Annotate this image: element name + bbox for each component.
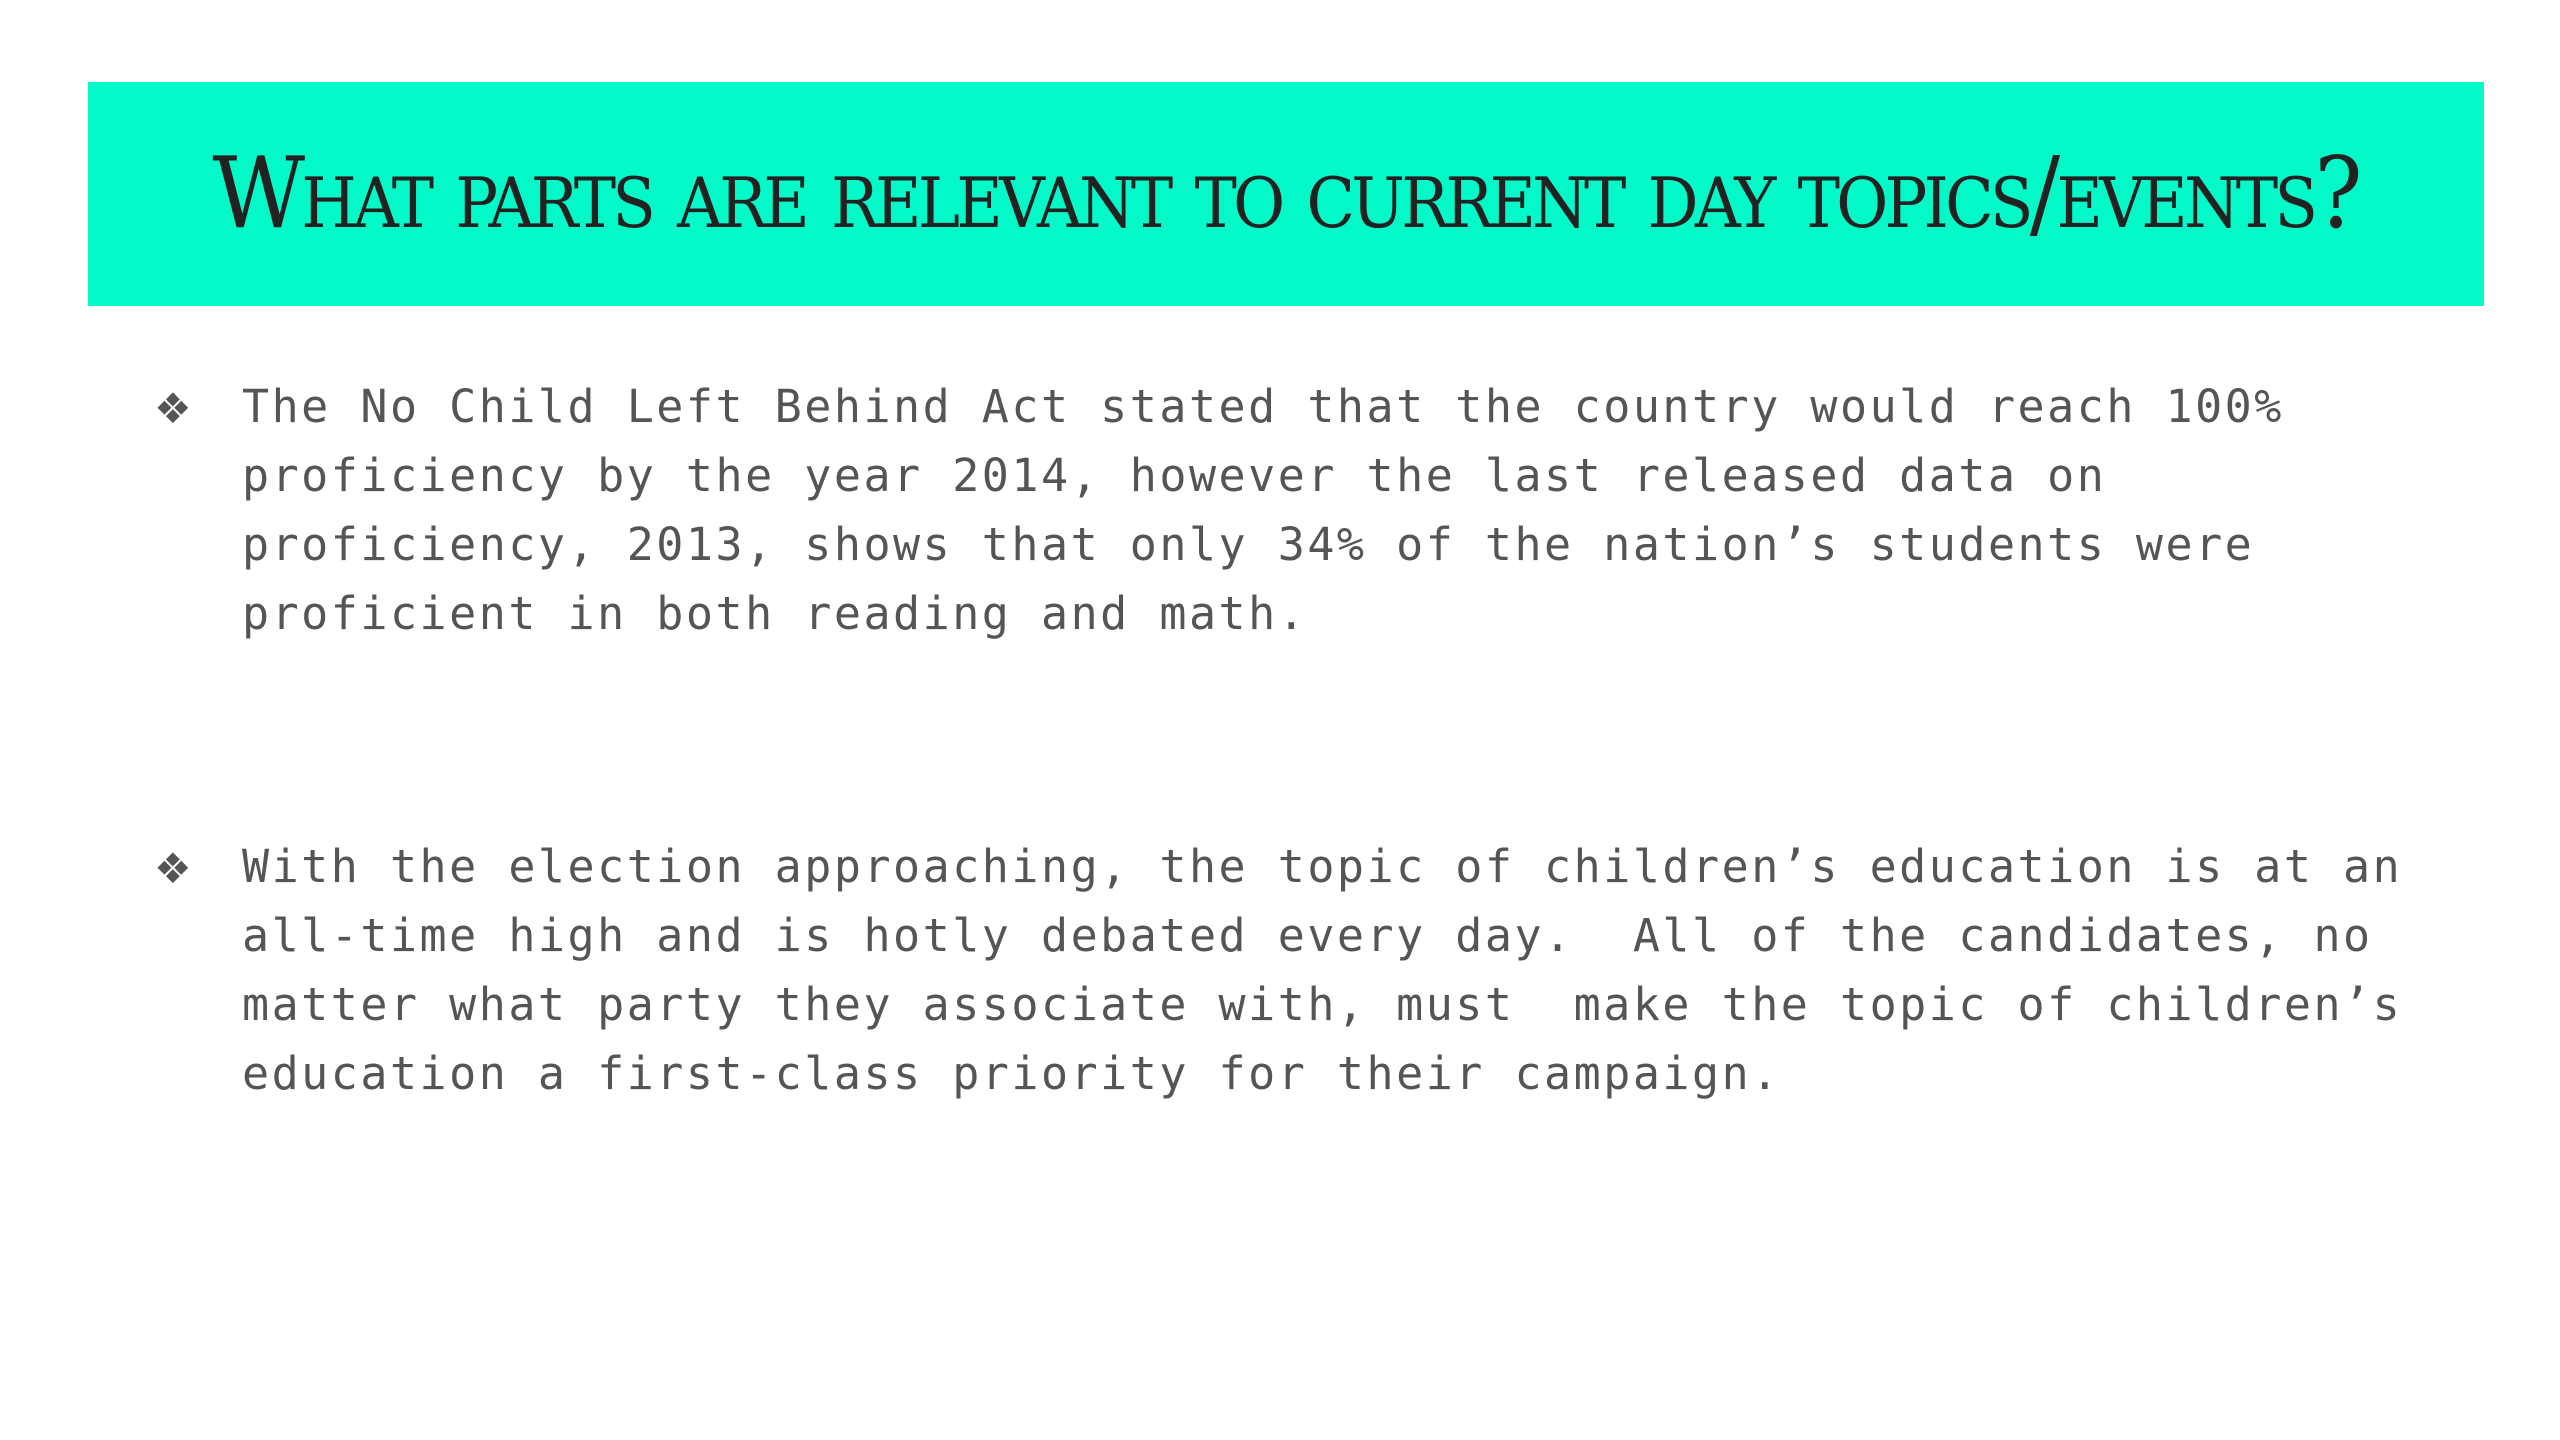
diamond-bullet-icon: ❖ (154, 384, 192, 433)
diamond-bullet-icon: ❖ (154, 844, 192, 893)
slide-title: What parts are relevant to current day topics/events? (212, 137, 2360, 251)
bullet-text: With the election approaching, the topic of children’s education is at an all-time high and is hotly debated every day. All of the candidates, no matter what party they associate with, must make the topic of children’s education a first-class priority for their campaign. (242, 840, 2403, 1100)
bullet-text: The No Child Left Behind Act stated that the country would reach 100% proficiency by the year 2014, however the last released data on proficiency, 2013, shows that only 34% of the nation’s students were proficient in both reading and math. (242, 380, 2284, 640)
title-bar (88, 82, 2484, 306)
